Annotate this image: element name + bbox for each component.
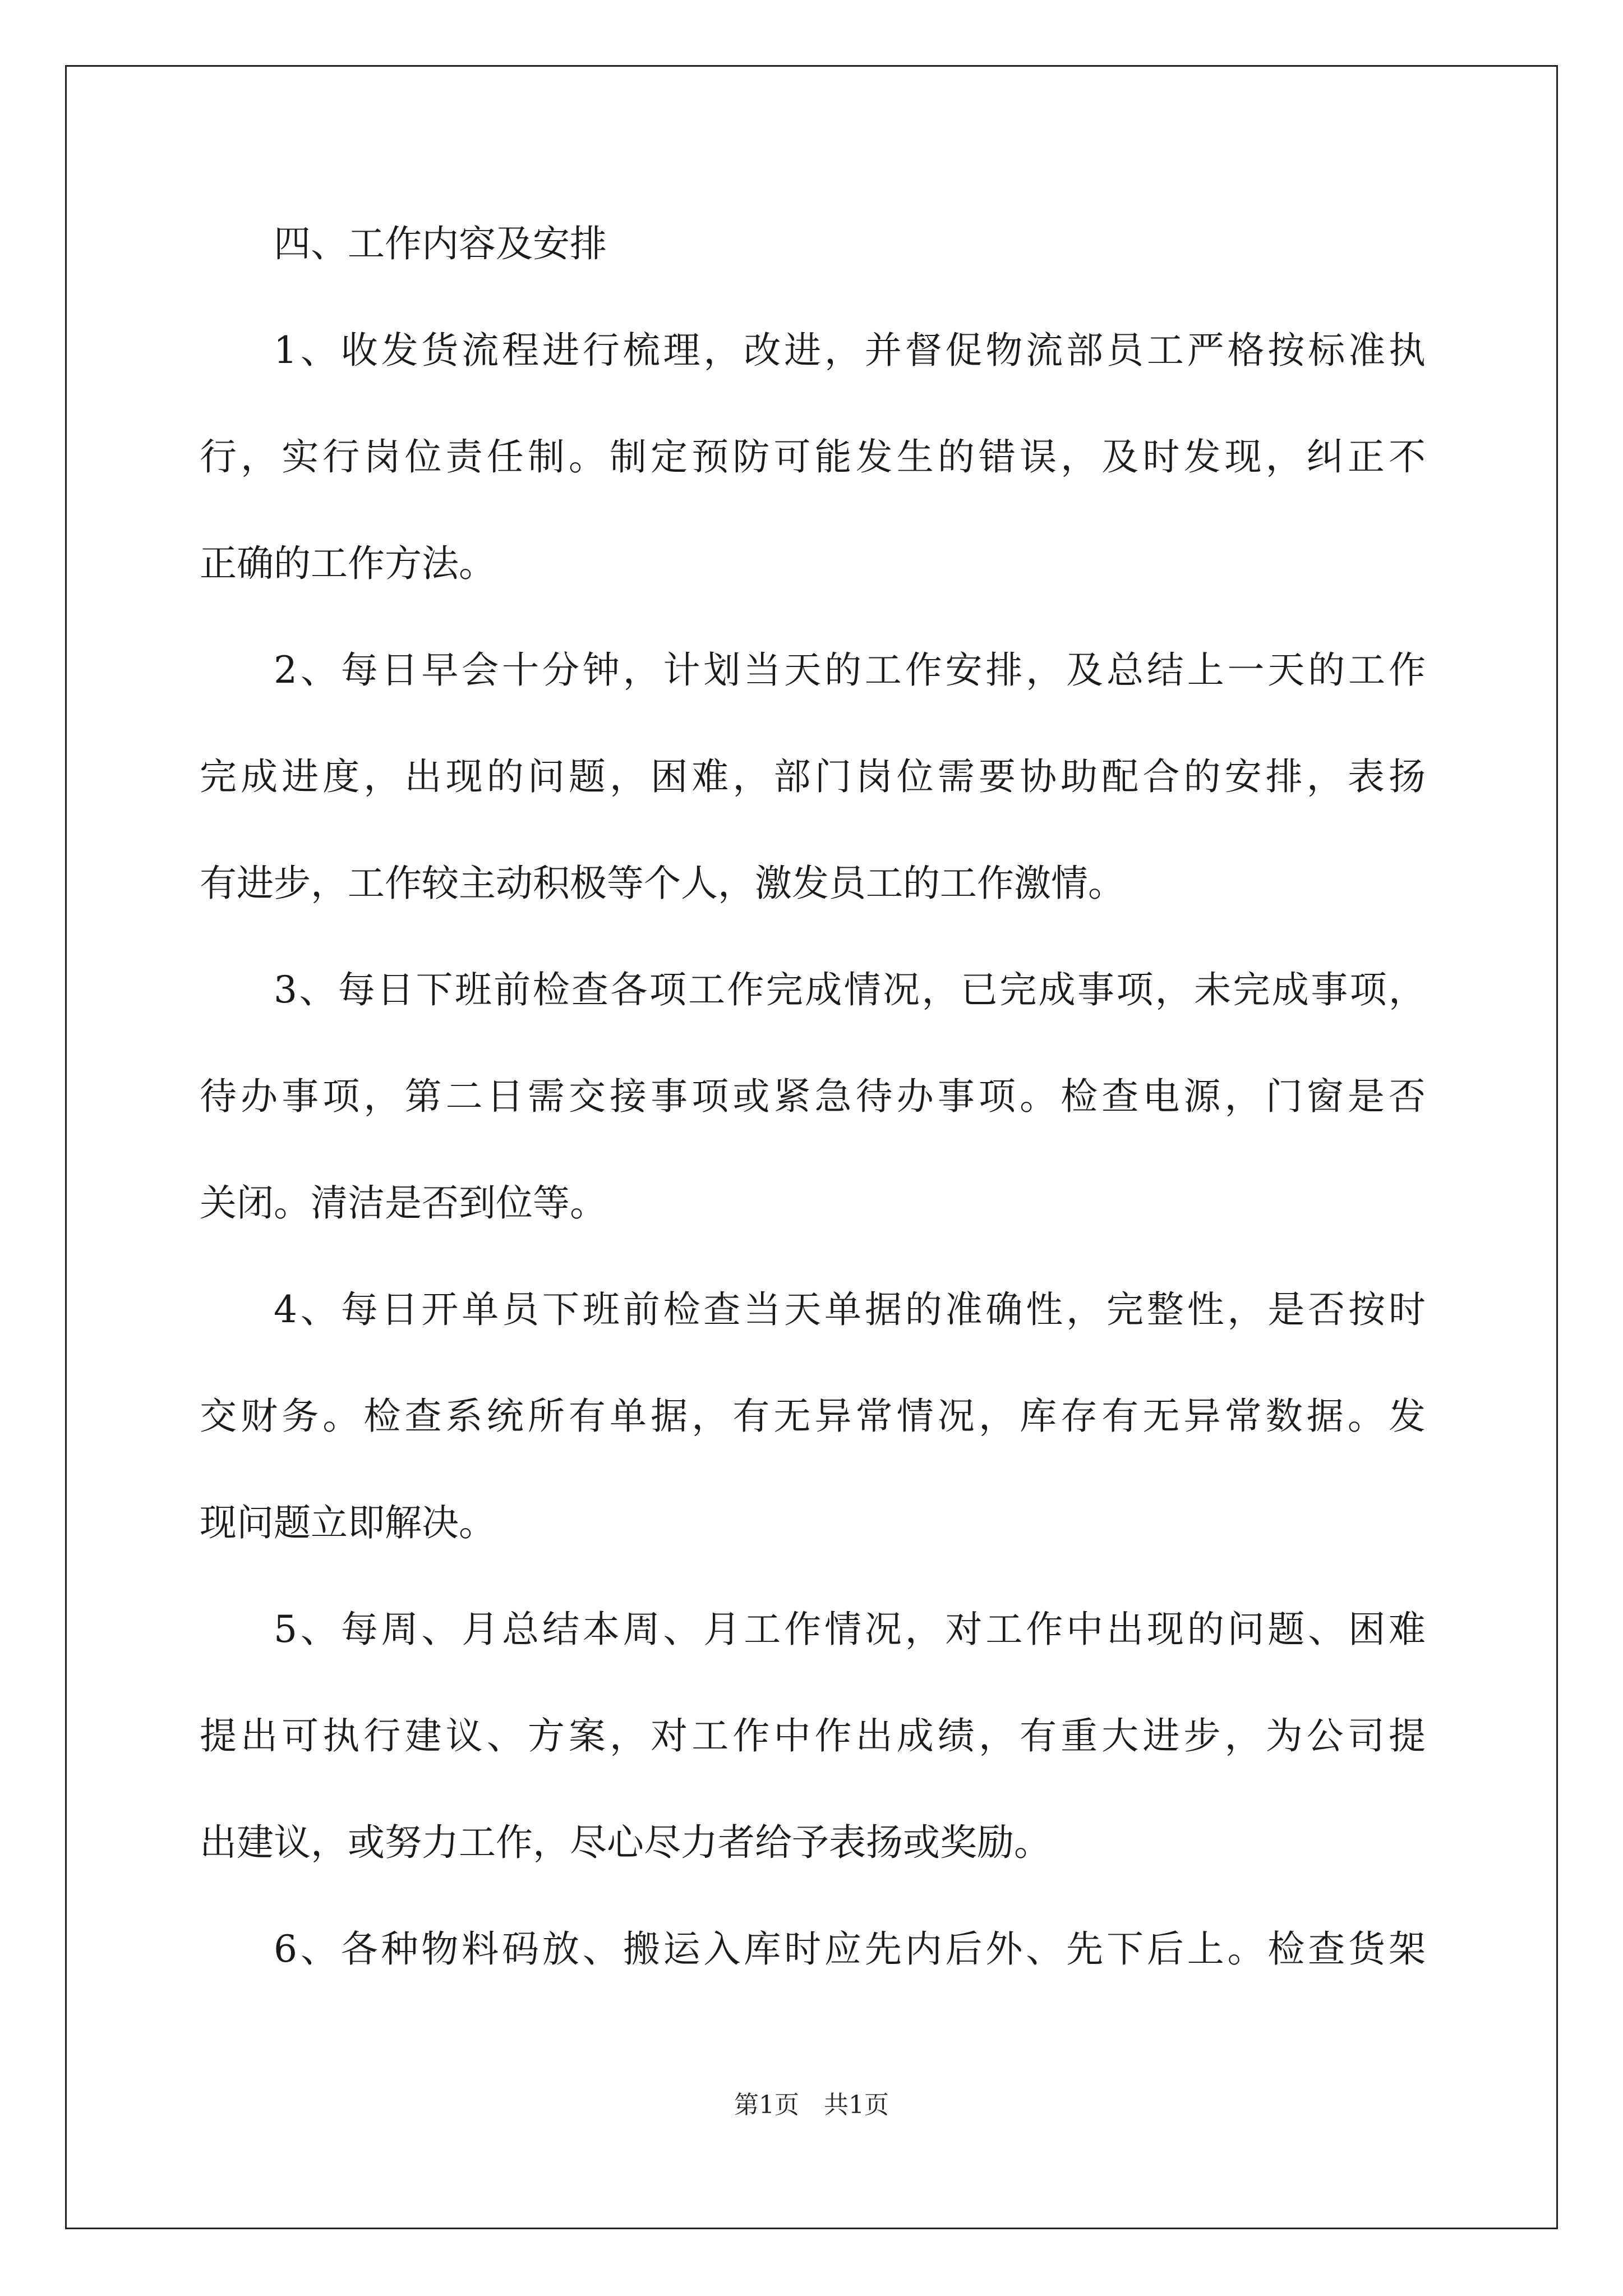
- page-number-footer: 第1页 共1页: [734, 2091, 889, 2119]
- page-border: [65, 65, 1558, 2229]
- paragraph-3-line-2: 待办事项，第二日需交接事项或紧急待办事项。检查电源，门窗是否: [200, 1075, 1426, 1118]
- paragraph-2-line-1: 2、每日早会十分钟，计划当天的工作安排，及总结上一天的工作: [274, 648, 1426, 692]
- paragraph-1-line-1: 1、收发货流程进行梳理，改进，并督促物流部员工严格按标准执: [274, 329, 1426, 372]
- paragraph-1-line-3: 正确的工作方法。: [200, 542, 496, 585]
- paragraph-5-line-3: 出建议，或努力工作，尽心尽力者给予表扬或奖励。: [200, 1821, 1051, 1864]
- paragraph-3-line-3: 关闭。清洁是否到位等。: [200, 1181, 607, 1225]
- paragraph-4-line-2: 交财务。检查系统所有单据，有无异常情况，库存有无异常数据。发: [200, 1395, 1426, 1438]
- paragraph-4-line-3: 现问题立即解决。: [200, 1501, 496, 1544]
- paragraph-3-line-1: 3、每日下班前检查各项工作完成情况，已完成事项，未完成事项，: [274, 968, 1426, 1011]
- paragraph-6-line-1: 6、各种物料码放、搬运入库时应先内后外、先下后上。检查货架: [274, 1927, 1426, 1971]
- section-heading: 四、工作内容及安排: [274, 222, 607, 265]
- paragraph-4-line-1: 4、每日开单员下班前检查当天单据的准确性，完整性，是否按时: [274, 1288, 1426, 1331]
- paragraph-5-line-1: 5、每周、月总结本周、月工作情况，对工作中出现的问题、困难: [274, 1608, 1426, 1651]
- paragraph-1-line-2: 行，实行岗位责任制。制定预防可能发生的错误，及时发现，纠正不: [200, 435, 1426, 478]
- paragraph-2-line-2: 完成进度，出现的问题，困难，部门岗位需要协助配合的安排，表扬: [200, 755, 1426, 798]
- paragraph-2-line-3: 有进步，工作较主动积极等个人，激发员工的工作激情。: [200, 862, 1125, 905]
- paragraph-5-line-2: 提出可执行建议、方案，对工作中作出成绩，有重大进步，为公司提: [200, 1714, 1426, 1757]
